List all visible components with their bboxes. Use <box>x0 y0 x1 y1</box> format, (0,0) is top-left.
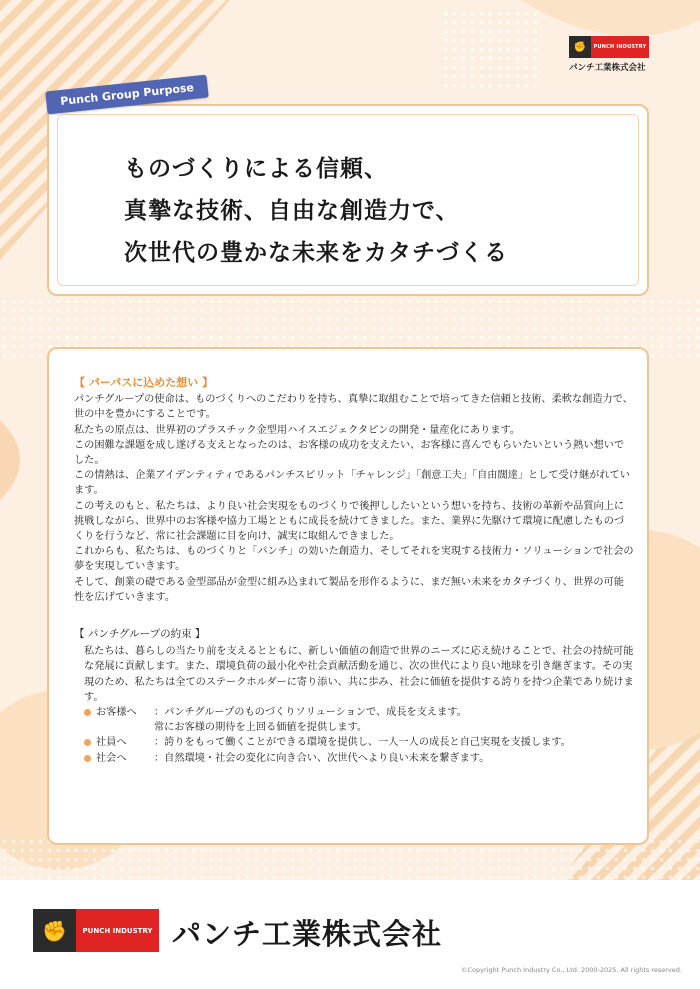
purpose-line-2: 真摯な技術、自由な創造力で、 <box>124 198 460 224</box>
fist-icon: ✊ <box>569 36 591 58</box>
footer-company-name: パンチ工業株式会社 <box>172 917 443 951</box>
promise-item-label: 社員へ <box>96 737 127 749</box>
main-content <box>74 375 634 766</box>
bullet-dot-icon <box>84 739 91 746</box>
top-company-name: パンチ工業株式会社 <box>569 63 646 73</box>
thoughts-paragraph: この困難な課題を成し遂げる支えとなったのは、お客様の成功を支えたい、お客様に喜んでもらいたいという熱い想いでした。 <box>74 439 625 467</box>
bullet-dot-icon <box>84 755 91 762</box>
purpose-line-1: ものづくりによる信頼、 <box>124 156 388 182</box>
logo-mark-text: PUNCH INDUSTRY <box>76 909 159 952</box>
promise-item-label: お客様へ <box>96 707 137 719</box>
thoughts-paragraph: 私たちの原点は、世界初のプラスチック金型用ハイスエジェクタピンの開発・量産化にあります。 <box>74 424 521 436</box>
purpose-line-3: 次世代の豊かな未来をカタチづくる <box>124 240 508 266</box>
promise-item-society <box>74 751 634 766</box>
promise-item-employees <box>74 735 634 750</box>
bullet-dot-icon <box>84 709 91 716</box>
purpose-box <box>47 104 649 296</box>
thoughts-paragraph: この考えのもと、私たちは、より良い社会実現をものづくりで後押ししたいという想いを持ち、技術の革新や品質向上に挑戦しながら、世界中のお客様や協力工場とともに成長を続けてきました。また、業界に先駆けて環境に配慮したものづくりを行うなど、常に社会課題に目を向け、誠実に取組んできました。 <box>74 500 625 543</box>
footer-logo <box>33 909 159 952</box>
promise-item-text: ：誇りをもって働くことができる環境を提供し、一人一人の成長と自己実現を支援します。 <box>154 737 571 749</box>
copyright: ©Copyright Punch Industry Co., Ltd. 2000-2025. All rights reserved. <box>461 966 682 974</box>
promise-body: 私たちは、暮らしの当たり前を支えるとともに、新しい価値の創造で世界のニーズに応え続けることで、社会の持続可能な発展に貢献します。また、環境負荷の最小化や社会貢献活動を通じ、次の世代により良い地球を引き継ぎます。その実現のため、私たちは全てのステークホルダーに寄り添い、共に歩み、社会に価値を提供する誇りを持つ企業であり続けます。 <box>84 646 634 703</box>
logo-mark-text: PUNCH INDUSTRY <box>591 36 649 58</box>
top-logo <box>569 36 649 73</box>
promise-item-continuation: 常にお客様の期待を上回る価値を提供します。 <box>154 722 368 734</box>
thoughts-paragraph: この情熱は、企業アイデンティティであるパンチスピリット「チャレンジ」「創意工夫」「自由闊達」として受け継がれています。 <box>74 470 630 497</box>
fist-icon: ✊ <box>33 909 76 952</box>
promise-item-label: 社会へ <box>96 752 127 764</box>
thoughts-paragraph: そして、創業の礎である金型部品が金型に組み込まれて製品を形作るように、まだ無い未来をカタチづくり、世界の可能性を広げていきます。 <box>74 576 624 603</box>
main-content-box <box>47 347 649 845</box>
thoughts-heading: 【 パーパスに込めた想い 】 <box>74 376 214 389</box>
promise-item-customers <box>74 705 634 720</box>
promise-item-text: ：パンチグループのものづくりソリューションで、成長を支えます。 <box>154 707 467 719</box>
promise-heading: 【 パンチグループの約束 】 <box>74 628 206 641</box>
thoughts-paragraph: これからも、私たちは、ものづくりと「パンチ」の効いた創造力、そしてそれを実現する技術力・ソリューションで社会の夢を実現していきます。 <box>74 546 634 573</box>
purpose-tag: Punch Group Purpose <box>45 75 209 115</box>
promise-item-text: ：自然環境・社会の変化に向き合い、次世代へより良い未来を繋ぎます。 <box>154 752 490 764</box>
logo-badge <box>569 36 649 58</box>
thoughts-paragraph: パンチグループの使命は、ものづくりへのこだわりを持ち、真摯に取組むことで培ってきた信頼と技術、柔軟な創造力で、世の中を豊かにすることです。 <box>74 394 633 421</box>
